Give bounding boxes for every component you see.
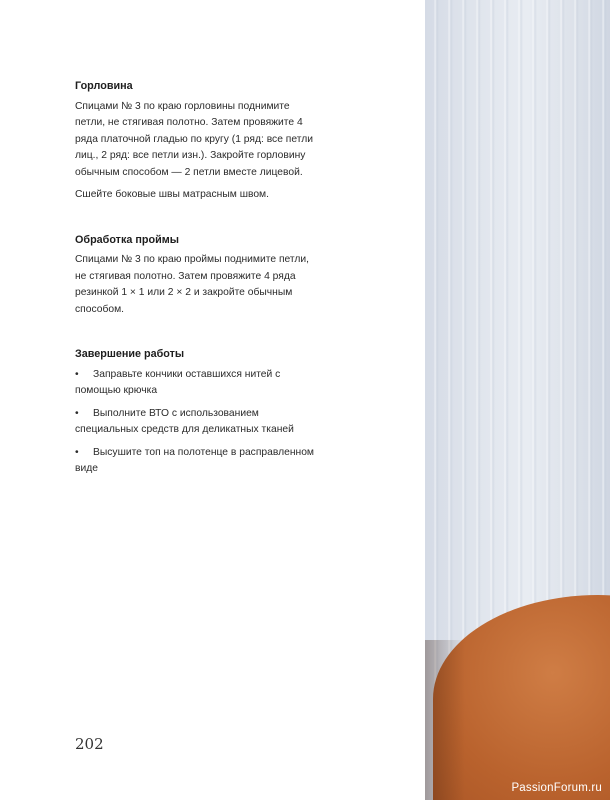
bullet-icon: • [75, 446, 79, 458]
section-finishing [75, 346, 315, 478]
section-heading: Завершение работы [75, 348, 185, 360]
paragraph: Спицами № 3 по краю проймы поднимите петли, не стягивая полотно. Затем провяжите 4 ряда резинкой 1 × 1 или 2 × 2 и закройте обычным способом. [75, 254, 310, 315]
paragraph: Сшейте боковые швы матрасным швом. [75, 189, 269, 200]
list-item: • Выполните ВТО с использованием специальных средств для деликатных тканей [75, 407, 294, 435]
instructions-column [75, 78, 315, 506]
list-item: • Высушите топ на полотенце в расправленном виде [75, 446, 314, 474]
list-item: • Заправьте кончики оставшихся нитей с помощью крючка [75, 368, 281, 396]
section-heading: Горловина [75, 80, 133, 92]
section-heading: Обработка проймы [75, 233, 179, 246]
section-armhole [75, 232, 315, 319]
page-number: 202 [75, 735, 104, 753]
photo-curtain-and-sofa [425, 0, 610, 800]
bullet-list [75, 367, 315, 478]
section-neckline [75, 78, 315, 204]
sofa-shadow [425, 640, 465, 800]
paragraph: Спицами № 3 по краю горловины поднимите петли, не стягивая полотно. Затем провяжите 4 ряда платочной гладью по кругу (1 ряд: все петли лиц., 2 ряд: все петли изн.). Закройте горловину обычным способом — 2 петли вместе лицевой. [75, 100, 314, 178]
bullet-icon: • [75, 368, 79, 380]
watermark: PassionForum.ru [511, 782, 602, 794]
bullet-icon: • [75, 407, 79, 419]
